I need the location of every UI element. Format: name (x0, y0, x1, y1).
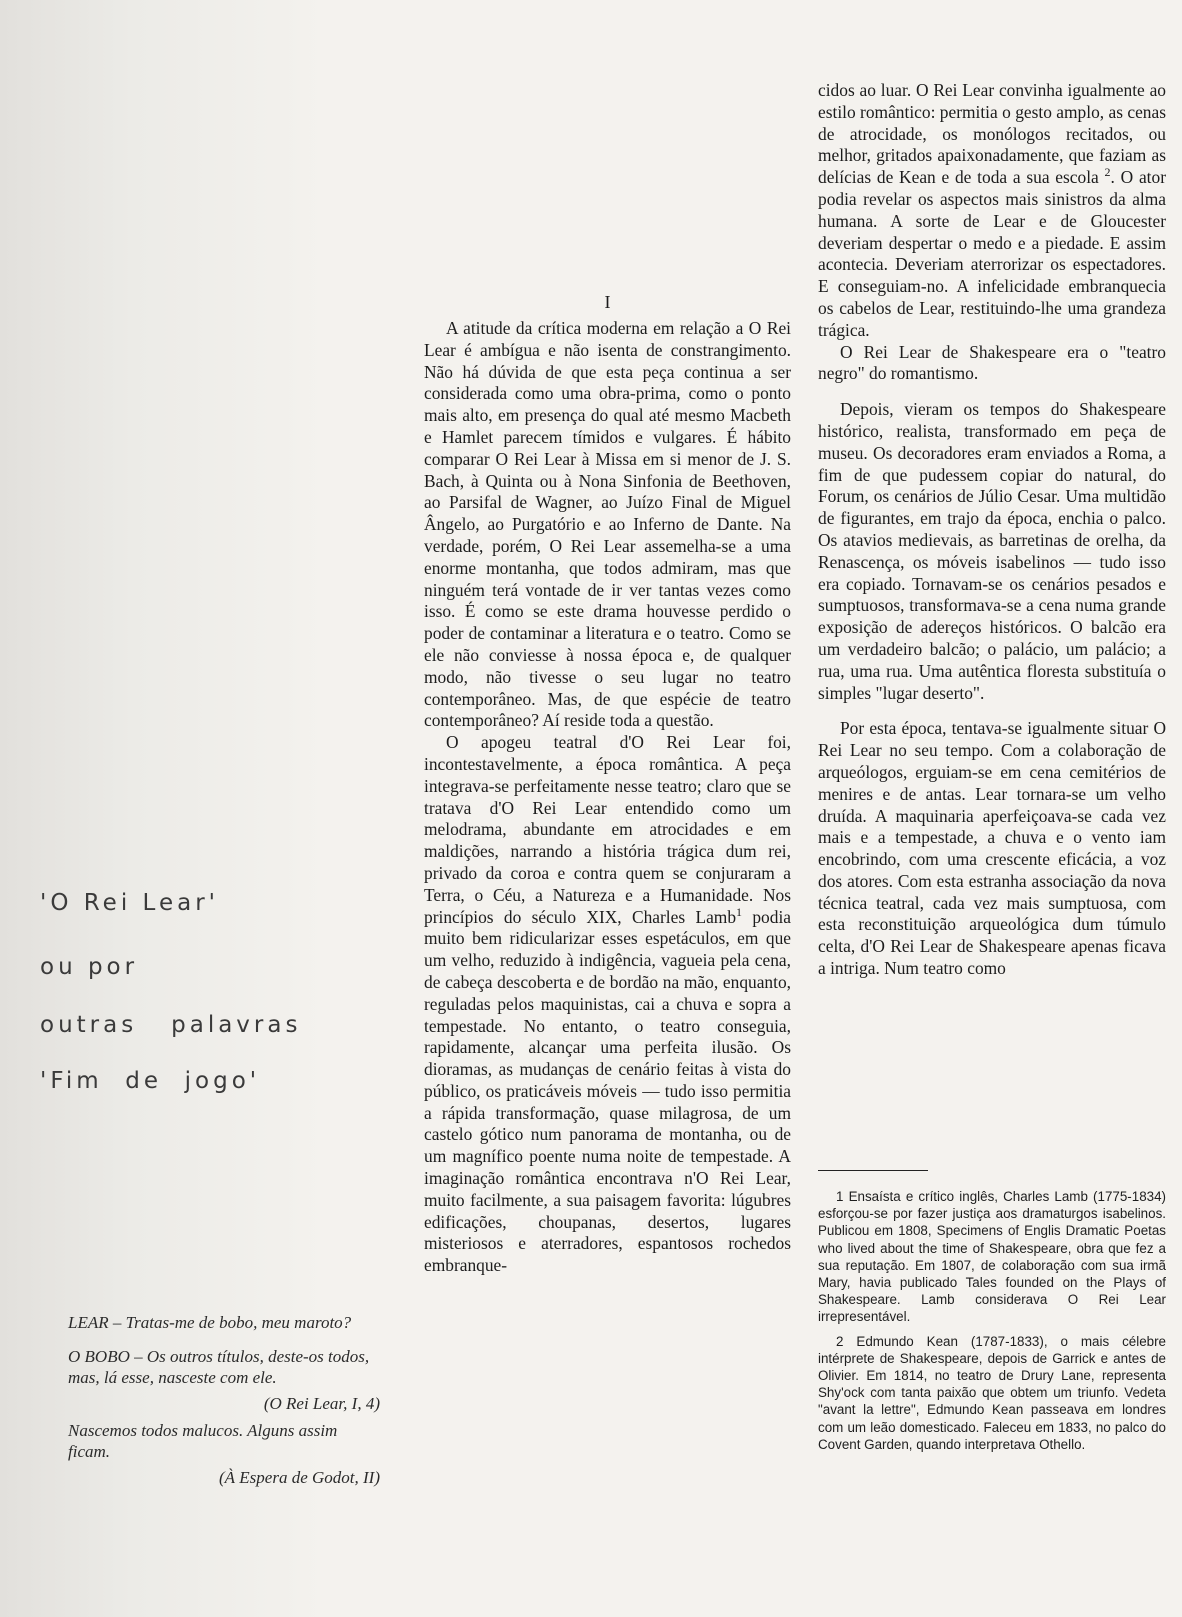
epigraph-godot-line: Nascemos todos malucos. Alguns assim ficam. (68, 1421, 338, 1461)
epigraph (68, 1312, 380, 1488)
body-paragraph: Depois, vieram os tempos do Shakespeare histórico, realista, transformado em peça de museu. Os decoradores eram enviados a Roma, a fim de que pudessem copiar do natural, do Forum, os cenários de Júlio Cesar. Uma multidão de figurantes, em trajo da época, enchia o palco. Os atavios medievais, as barretinas de orelha, da Renascença, os móveis isabelinos — tudo isso era copiado. Tornavam-se os cenários pesados e sumptuosos, transformava-se a cena numa grande exposição de adereços históricos. O balcão era um verdadeiro balcão; o palácio, um palácio; a rua, uma rua. Uma autêntica floresta substituía o simples "lugar deserto". (818, 399, 1166, 703)
footnote-divider (818, 1170, 928, 1171)
footnote-ref-2[interactable]: 2 (1104, 165, 1111, 180)
body-text: O apogeu teatral d'O Rei Lear foi, incontestavelmente, a época romântica. A peça integrava-se perfeitamente nesse teatro; claro que se tratava d'O Rei Lear entendido como um melodrama, abundante em atrocidades e em maldições, narrando a história trágica dum rei, privado da coroa e contra quem se conjuraram a Terra, o Céu, a Natureza e a Humanidade. Nos princípios do século XIX, Charles Lamb (424, 732, 791, 927)
footnote-2: 2 Edmundo Kean (1787-1833), o mais célebre intérprete de Shakespeare, depois de Garrick e antes de Olivier. Em 1814, no teatro de Drury Lane, representa Shy'ock com tanta paixão que obtem um triunfo. Vedeta "avant la lettre", Edmundo Kean passeava em londres com um leão domesticado. Faleceu em 1833, no palco do Covent Garden, quando interpretava Othello. (818, 1333, 1166, 1452)
article-title-line-4: 'Fim de jogo' (40, 1068, 261, 1094)
article-title-line-2: ou por (40, 954, 139, 980)
footnote-ref-1[interactable]: 1 (736, 904, 743, 919)
epigraph-source-2: (À Espera de Godot, II) (219, 1468, 380, 1487)
body-text: podia muito bem ridicularizar esses espetáculos, em que um velho, reduzido à indigência, vagueia pela cena, de cabeça descoberta e de bordão na mão, enquanto, reguladas pelos maquinistas, cai a chuva e sopra a tempestade. No entanto, o teatro conseguia, rapidamente, alcançar uma perfeita ilusão. Os dioramas, as mudanças de cenário feitas à vista do público, os praticáveis móveis — tudo isso permitia a rápida transformação, quase milagrosa, de um castelo gótico num panorama de montanha, ou de um magnífico poente numa noite de tempestade. A imaginação romântica encontrava n'O Rei Lear, muito facilmente, a sua paisagem favorita: lúgubres edificações, choupanas, desertos, lugares misteriosos e aterradores, espantosos rochedos embranque- (424, 906, 791, 1276)
body-text: . O ator podia revelar os aspectos mais sinistros da alma humana. A sorte de Lear e de Gloucester deveriam despertar o medo e a piedade. E assim acontecia. Deveriam aterrorizar os espectadores. E conseguiam-no. A infelicidade embranquecia os cabelos de Lear, restituindo-lhe uma grandeza trágica. (818, 167, 1166, 340)
epigraph-source-1: (O Rei Lear, I, 4) (263, 1394, 380, 1413)
article-title-line-3: outras palavras (40, 1012, 302, 1038)
body-paragraph (424, 732, 791, 1277)
body-paragraph: O Rei Lear de Shakespeare era o "teatro negro" do romantismo. (818, 341, 1166, 384)
epigraph-fool-line: O BOBO – Os outros títulos, deste-os todos, mas, lá esse, nasceste com ele. (68, 1347, 370, 1387)
body-column-middle (424, 318, 791, 1277)
section-number: I (604, 292, 611, 312)
body-paragraph: A atitude da crítica moderna em relação a O Rei Lear é ambígua e não isenta de constrangimento. Não há dúvida de que esta peça continua a ser considerada como uma obra-prima, como o ponto mais alto, em presença do qual até mesmo Macbeth e Hamlet parecem tímidos e vulgares. É hábito comparar O Rei Lear à Missa em si menor de J. S. Bach, à Quinta ou à Nona Sinfonia de Beethoven, ao Parsifal de Wagner, ao Juízo Final de Miguel Ângelo, ao Purgatório e ao Inferno de Dante. Na verdade, porém, O Rei Lear assemelha-se a uma enorme montanha, que todos admiram, mas que ninguém terá vontade de ir ver tantas vezes como isso. É como se este drama houvesse perdido o poder de contaminar a literatura e o teatro. Como se ele não conviesse à nossa época e, de qualquer modo, não tivesse o seu lugar no teatro contemporâneo. Mas, de que espécie de teatro contemporâneo? Aí reside toda a questão. (424, 318, 791, 731)
body-paragraph (818, 80, 1166, 342)
body-column-right (818, 80, 1166, 980)
footnote-1: 1 Ensaísta e crítico inglês, Charles Lamb (1775-1834) esforçou-se por fazer justiça aos dramaturgos isabelinos. Publicou em 1808, Specimens of Englis Dramatic Poetas who lived about the time of Shakespeare, obra que fez a sua reputação. Em 1807, de colaboração com sua irmã Mary, havia publicado Tales founded on the Plays of Shakespeare. Lamb considerava O Rei Lear irrepresentável. (818, 1189, 1166, 1325)
footnotes (818, 1188, 1166, 1460)
epigraph-lear-line: LEAR – Tratas-me de bobo, meu maroto? (68, 1313, 352, 1332)
article-title-line-1: 'O Rei Lear' (40, 890, 219, 916)
body-paragraph: Por esta época, tentava-se igualmente situar O Rei Lear no seu tempo. Com a colaboração de arqueólogos, erguiam-se em cena cemitérios de menires e de antas. Lear tornara-se um velho druída. A maquinaria aperfeiçoava-se cada vez mais e a tempestade, a chuva e o vento iam encobrindo, com uma crescente eficácia, a voz dos atores. Com esta estranha associação da nova técnica teatral, cada vez mais sumptuosa, com esta reconstituição arqueológica dum túmulo celta, d'O Rei Lear de Shakespeare apenas ficava a intriga. Num teatro como (818, 718, 1166, 979)
body-text: cidos ao luar. O Rei Lear convinha igualmente ao estilo romântico: permitia o gesto amplo, as cenas de atrocidade, os monólogos recitados, ou melhor, gritados apaixonadamente, que faziam as delícias de Kean e de toda a sua escola (818, 80, 1166, 188)
